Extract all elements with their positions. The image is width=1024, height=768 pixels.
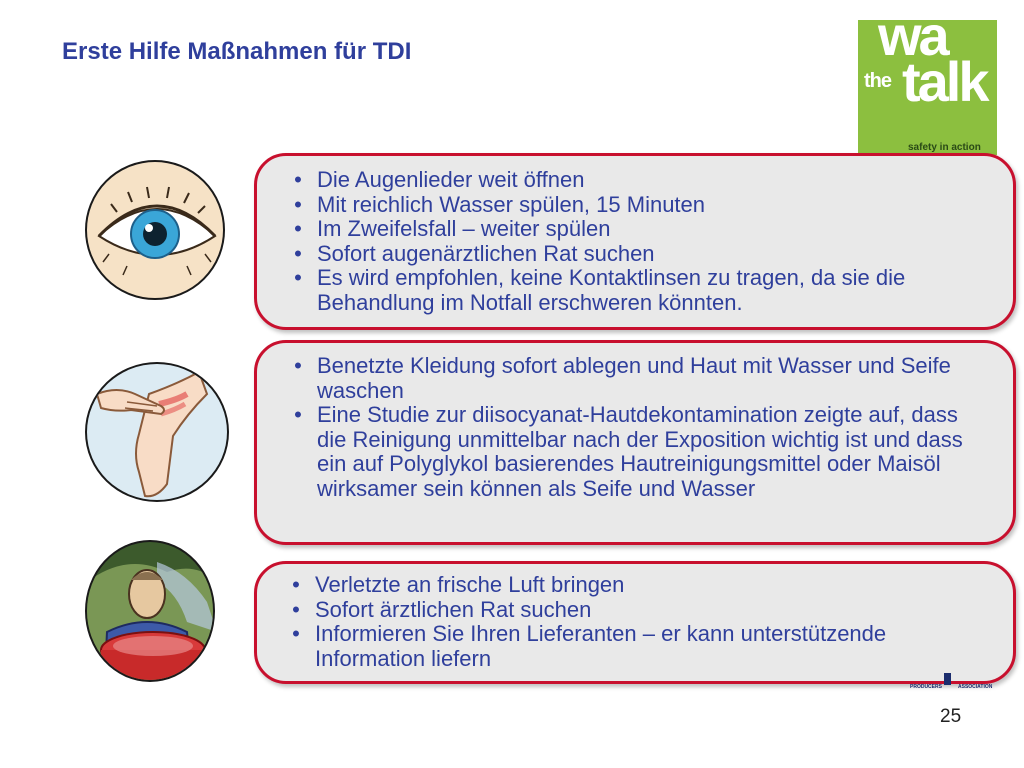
bullet-text: Eine Studie zur diisocyanat-Hautdekontamination zeigte auf, dass die Reinigung unmittelbar nach der Exposition wichtig ist und dass ein auf Polyglykol basierendes Hautreinigungsmittel oder Maisöl wirksamer sein können als Seife und Wasser — [317, 402, 963, 501]
eye-first-aid-panel — [254, 153, 1016, 330]
list-item — [279, 242, 993, 267]
list-item — [279, 403, 993, 501]
bullet-glyph: • — [292, 596, 300, 622]
bullet-text: Benetzte Kleidung sofort ablegen und Haut mit Wasser und Seife waschen — [317, 353, 951, 403]
bullet-text: Die Augenlieder weit öffnen — [317, 167, 585, 192]
skin-contact-icon — [85, 362, 229, 502]
list-item — [279, 217, 993, 242]
bullet-glyph: • — [294, 402, 302, 427]
list-item — [277, 622, 993, 671]
logo-text-talk: talk — [902, 50, 987, 113]
bullet-text: Es wird empfohlen, keine Kontaktlinsen zu tragen, da sie die Behandlung im Notfall erschweren könnten. — [317, 265, 906, 315]
bullet-glyph: • — [294, 265, 302, 290]
association-logo-right-text: ASSOCIATION — [958, 684, 993, 690]
walk-the-talk-logo — [858, 20, 997, 155]
association-logo-mark — [944, 673, 951, 685]
bullet-text: Verletzte an frische Luft bringen — [315, 572, 625, 597]
logo-text-wa: wa — [878, 20, 947, 67]
bullet-text: Im Zweifelsfall – weiter spülen — [317, 216, 611, 241]
logo-tagline: safety in action — [908, 142, 981, 153]
eye-first-aid-list — [279, 168, 993, 315]
skin-first-aid-list — [279, 354, 993, 501]
association-logo-left-text: PRODUCERS — [910, 684, 942, 690]
logo-text-the: the — [864, 70, 891, 92]
list-item — [279, 168, 993, 193]
bullet-text: Sofort augenärztlichen Rat suchen — [317, 240, 655, 266]
bullet-glyph: • — [294, 216, 302, 241]
list-item — [277, 573, 993, 598]
bullet-glyph: • — [294, 353, 302, 378]
eye-icon — [85, 160, 225, 300]
bullet-text: Sofort ärztlichen Rat suchen — [315, 596, 592, 622]
bullet-glyph: • — [294, 167, 302, 192]
page-number: 25 — [940, 706, 962, 727]
list-item — [277, 598, 993, 623]
inhalation-first-aid-panel — [254, 561, 1016, 684]
list-item — [279, 266, 993, 315]
bullet-text: Informieren Sie Ihren Lieferanten – er kann unterstützende Information liefern — [315, 621, 887, 671]
bullet-glyph: • — [294, 240, 302, 266]
skin-first-aid-panel — [254, 340, 1016, 545]
inhalation-first-aid-list — [277, 573, 993, 671]
bullet-glyph: • — [292, 572, 300, 597]
bullet-text: Mit reichlich Wasser spülen, 15 Minuten — [317, 191, 706, 217]
page-title: Erste Hilfe Maßnahmen für TDI — [62, 38, 412, 65]
list-item — [279, 193, 993, 218]
list-item — [279, 354, 993, 403]
bullet-glyph: • — [292, 621, 300, 646]
association-logo — [910, 673, 1000, 691]
inhalation-icon — [85, 540, 215, 682]
bullet-glyph: • — [294, 191, 302, 217]
